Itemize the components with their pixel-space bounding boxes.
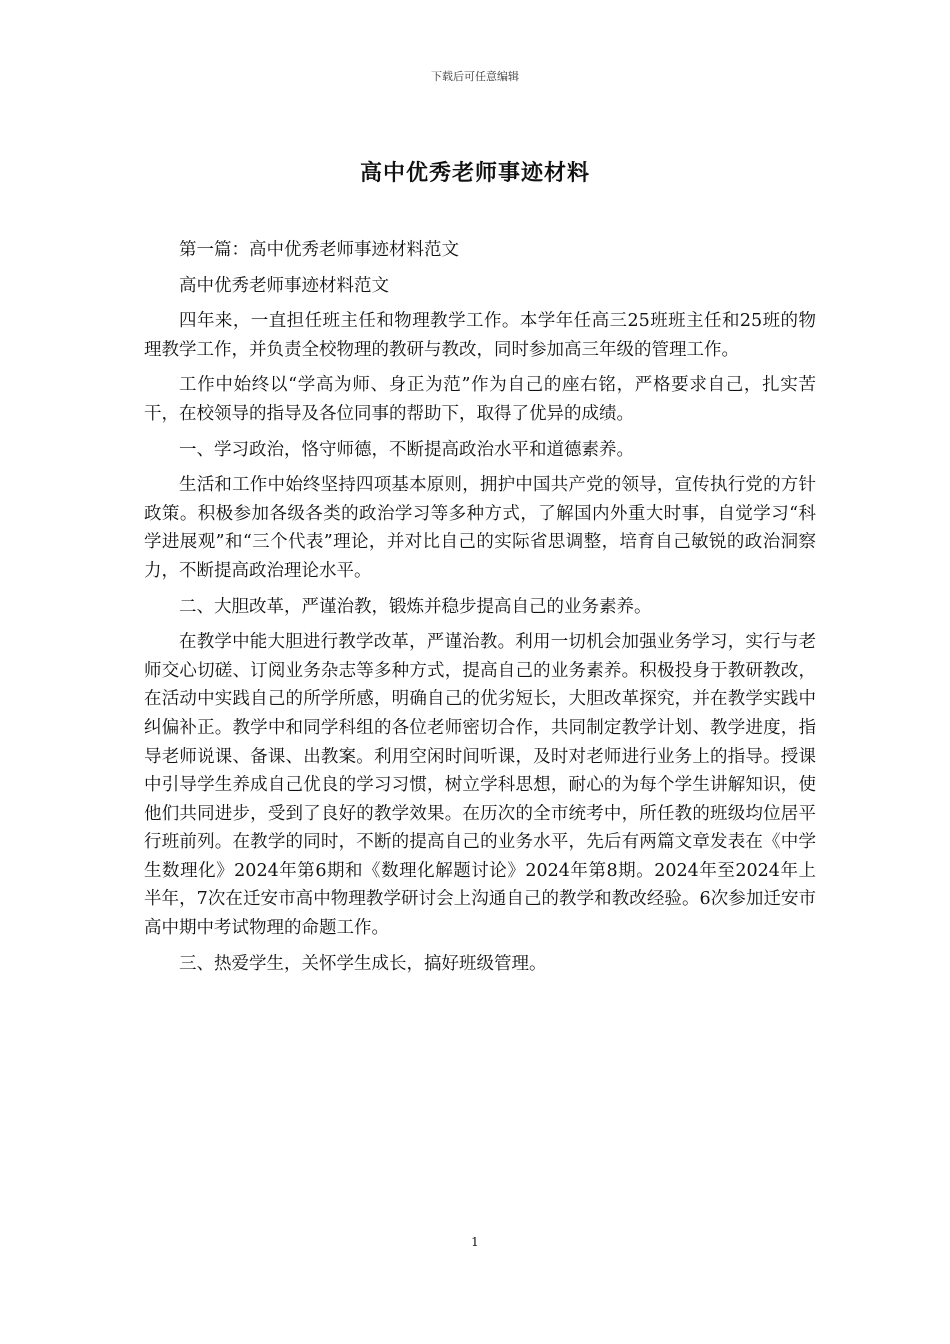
paragraph: 生活和工作中始终坚持四项基本原则，拥护中国共产党的领导，宣传执行党的方针政策。积极参加各级各类的政治学习等多种方式，了解国内外重大时事，自觉学习“科学进展观”和“三个代表”理论，并对比自己的实际省思调整，培育自己敏锐的政治洞察力，不断提高政治理论水平。 bbox=[144, 475, 816, 581]
paragraph: 四年来，一直担任班主任和物理教学工作。本学年任高三25班班主任和25班的物理教学工作，并负责全校物理的教研与教改，同时参加高三年级的管理工作。 bbox=[144, 311, 816, 360]
section-heading-one: 一、学习政治，恪守师德，不断提高政治水平和道德素养。 bbox=[179, 439, 634, 460]
document-body bbox=[144, 236, 816, 985]
paragraph: 工作中始终以“学高为师、身正为范”作为自己的座右铭，严格要求自己，扎实苦干，在校领导的指导及各位同事的帮助下，取得了优异的成绩。 bbox=[144, 375, 816, 424]
section-heading-part-one: 第一篇：高中优秀老师事迹材料范文 bbox=[179, 240, 459, 260]
section-heading-three: 三、热爱学生，关怀学生成长，搞好班级管理。 bbox=[179, 953, 547, 974]
header-note: 下载后可任意编辑 bbox=[431, 70, 519, 83]
document-title: 高中优秀老师事迹材料 bbox=[359, 160, 590, 186]
paragraph: 在教学中能大胆进行教学改革，严谨治教。利用一切机会加强业务学习，实行与老师交心切磋、订阅业务杂志等多种方式，提高自己的业务素养。积极投身于教研教改，在活动中实践自己的所学所感，明确自己的优劣短长，大胆改革探究，并在教学实践中纠偏补正。教学中和同学科组的各位老师密切合作，共同制定教学计划、教学进度，指导老师说课、备课、出教案。利用空闲时间听课，及时对老师进行业务上的指导。授课中引导学生养成自己优良的学习习惯，树立学科思想，耐心的为每个学生讲解知识，使他们共同进步，受到了良好的教学效果。在历次的全市统考中，所任教的班级均位居平行班前列。在教学的同时，不断的提高自己的业务水平，先后有两篇文章发表在《中学生数理化》2024年第6期和《数理化解题讨论》2024年第8期。2024年至2024年上半年，7次在迁安市高中物理教学研讨会上沟通自己的教学和教改经验。6次参加迁安市高中期中考试物理的命题工作。 bbox=[144, 632, 816, 939]
section-heading-two: 二、大胆改革，严谨治教，锻炼并稳步提高自己的业务素养。 bbox=[179, 596, 652, 617]
page-number: 1 bbox=[471, 1235, 479, 1249]
subheading: 高中优秀老师事迹材料范文 bbox=[179, 275, 389, 296]
